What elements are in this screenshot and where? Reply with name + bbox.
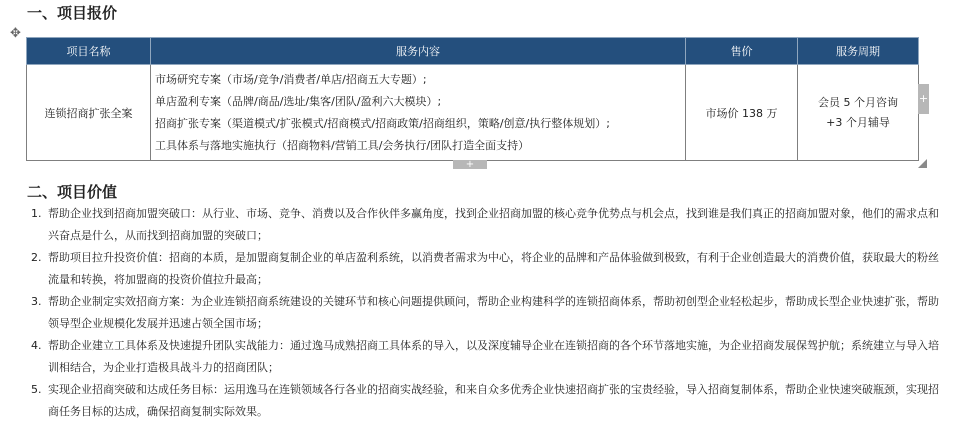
- list-text: 帮助项目拉升投资价值：招商的本质，是加盟商复制企业的单店盈利系统，以消费者需求为中心，将企业的品牌和产品体验做到极致，有利于企业创造最大的消费价值，获取最大的粉丝流量和转换，将加盟商的投资价值拉升最高；: [48, 251, 939, 286]
- cell-service-content: [151, 65, 686, 161]
- col-header-name: 项目名称: [27, 38, 151, 65]
- list-number: 2.: [31, 251, 42, 264]
- list-text: 帮助企业建立工具体系及快速提升团队实战能力：通过逸马成熟招商工具体系的导入，以及深度辅导企业在连锁招商的各个环节落地实施，为企业招商发展保驾护航；系统建立与导入培训相结合，为企业打造极具战斗力的招商团队；: [48, 339, 939, 374]
- list-item: [31, 291, 943, 335]
- add-row-icon[interactable]: +: [453, 160, 487, 169]
- resize-corner-icon[interactable]: [918, 159, 927, 168]
- cell-project-name: 连锁招商扩张全案: [27, 65, 151, 161]
- section-title-quote: 一、项目报价: [27, 4, 118, 22]
- col-header-content: 服务内容: [151, 38, 686, 65]
- col-header-period: 服务周期: [798, 38, 919, 65]
- cell-price: 市场价 138 万: [686, 65, 798, 161]
- list-text: 帮助企业找到招商加盟突破口：从行业、市场、竞争、消费以及合作伙伴多赢角度，找到企业招商加盟的核心竞争优势点与机会点，找到谁是我们真正的招商加盟对象，他们的需求点和兴奋点是什么，从而找到招商加盟的突破口；: [48, 207, 939, 242]
- content-line: 招商扩张专案（渠道模式/扩张模式/招商模式/招商政策/招商组织，策略/创意/执行整体规划）;: [155, 116, 610, 130]
- move-handle-icon[interactable]: ✥: [10, 26, 21, 41]
- list-number: 1.: [31, 207, 42, 220]
- list-number: 5.: [31, 383, 42, 396]
- table-header-row: [27, 38, 919, 65]
- table-row: [27, 65, 919, 161]
- period-line: +3 个月辅导: [826, 115, 890, 129]
- content-line: 市场研究专案（市场/竞争/消费者/单店/招商五大专题）;: [155, 72, 427, 86]
- cell-period: [798, 65, 919, 161]
- content-line: 单店盈利专案（品牌/商品/选址/集客/团队/盈利六大模块）;: [155, 94, 442, 108]
- list-number: 4.: [31, 339, 42, 352]
- list-item: [31, 247, 943, 291]
- quote-table: [26, 37, 919, 161]
- list-item: [31, 203, 943, 247]
- add-column-icon[interactable]: +: [918, 84, 929, 114]
- list-item: [31, 379, 943, 423]
- value-list: [31, 203, 943, 423]
- list-text: 帮助企业制定实效招商方案：为企业连锁招商系统建设的关键环节和核心问题提供顾问，帮助企业构建科学的连锁招商体系，帮助初创型企业轻松起步，帮助成长型企业快速扩张，帮助领导型企业规模化发展并迅速占领全国市场；: [48, 295, 939, 330]
- section-title-value: 二、项目价值: [27, 183, 118, 201]
- list-number: 3.: [31, 295, 42, 308]
- list-item: [31, 335, 943, 379]
- col-header-price: 售价: [686, 38, 798, 65]
- period-line: 会员 5 个月咨询: [818, 95, 898, 109]
- content-line: 工具体系与落地实施执行（招商物料/营销工具/会务执行/团队打造全面支持）: [155, 138, 530, 152]
- list-text: 实现企业招商突破和达成任务目标：运用逸马在连锁领域各行各业的招商实战经验，和来自众多优秀企业快速招商扩张的宝贵经验，导入招商复制体系，帮助企业快速突破瓶颈，实现招商任务目标的达成，确保招商复制实际效果。: [48, 383, 939, 418]
